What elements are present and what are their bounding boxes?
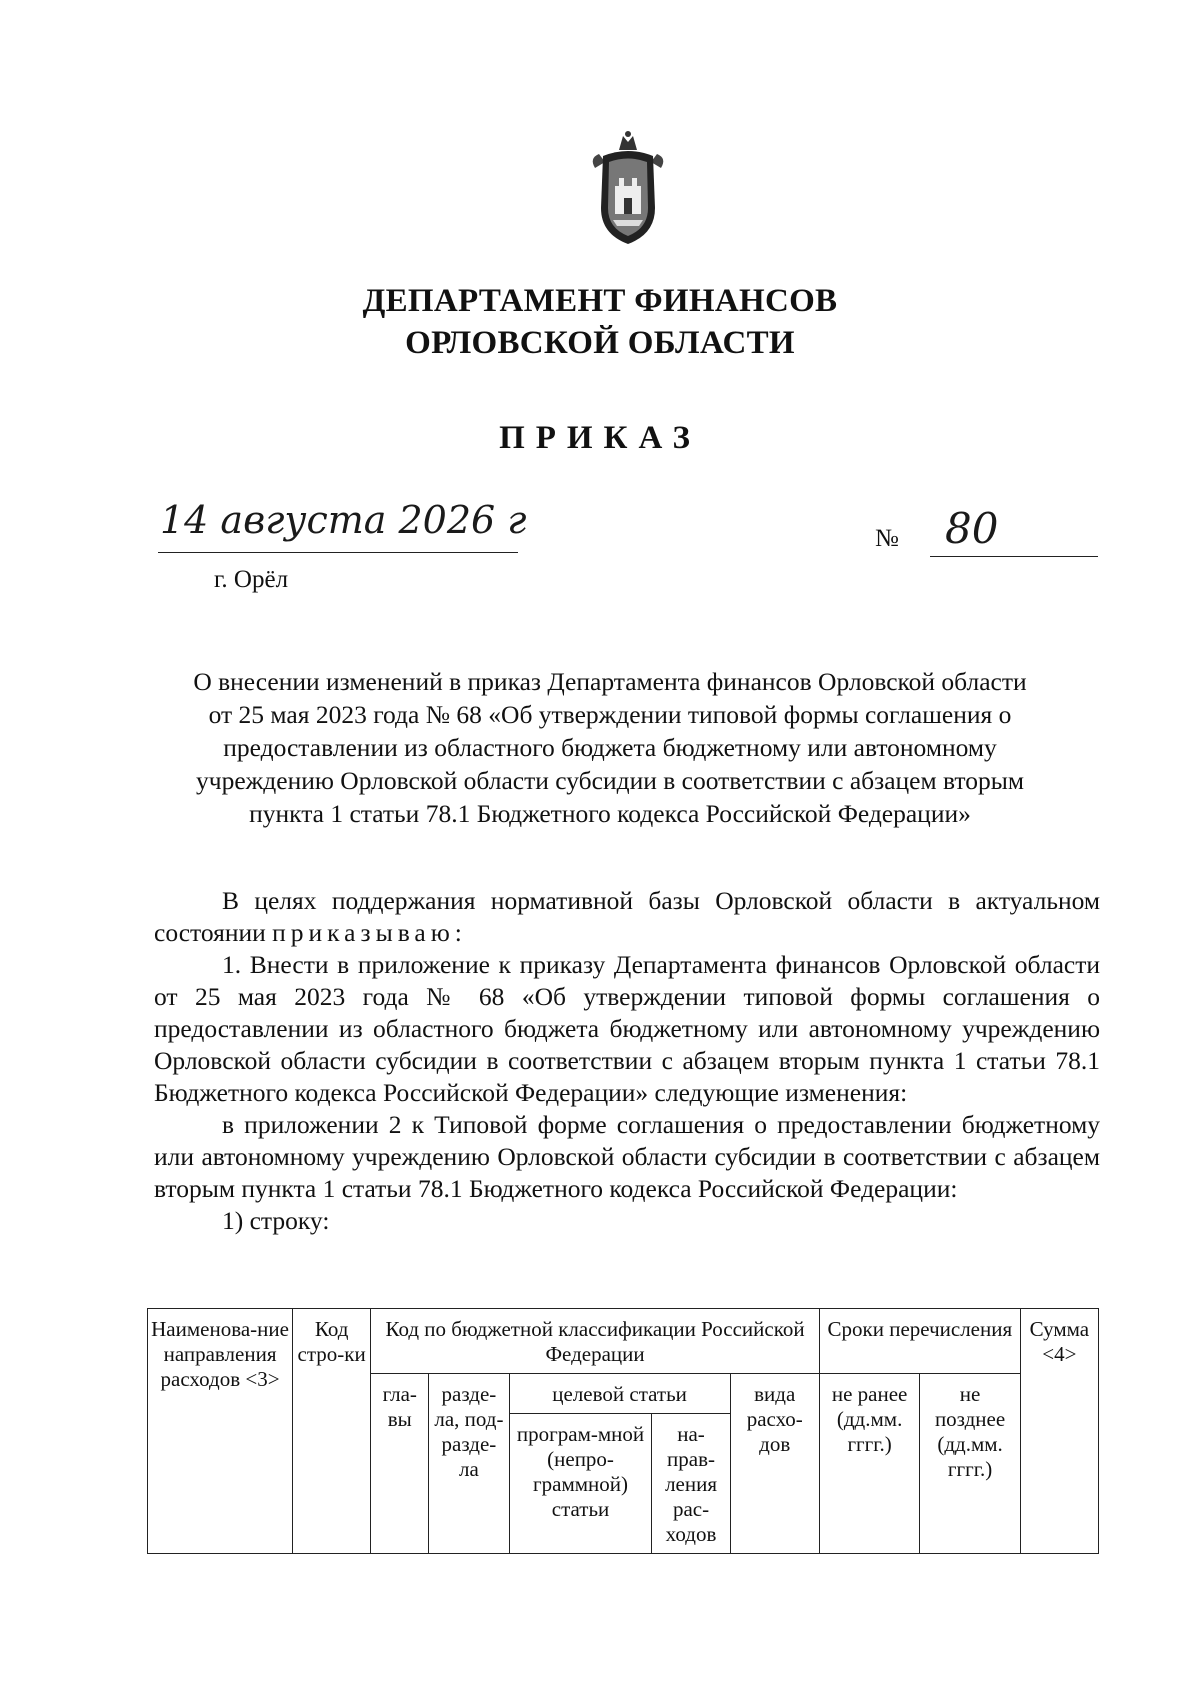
header-cell-type: вида расхо-дов (730, 1374, 819, 1554)
number-label: № (875, 525, 899, 552)
date-underline (158, 552, 518, 553)
header-cell-program: програм-мной (непро-граммной) статьи (509, 1414, 652, 1554)
header-cell-code: Код стро-ки (293, 1309, 371, 1554)
org-line-2: ОРЛОВСКОЙ ОБЛАСТИ (405, 325, 795, 361)
subject-line: О внесении изменений в приказ Департамента финансов Орловской области (193, 667, 1027, 696)
header-cell-direction: на-прав-ления рас-ходов (652, 1414, 730, 1554)
intro-text: В целях поддержания нормативной базы Орловской области в актуальном состоянии (154, 886, 1100, 947)
subject-line: от 25 мая 2023 года № 68 «Об утверждении типовой формы соглашения о (208, 700, 1012, 729)
item-1-paragraph: 1. Внести в приложение к приказу Департамента финансов Орловской области от 25 мая 2023 года № 68 «Об утверждении типовой формы соглашения о предоставлении из областного бюджета бюджетному или автономному учреждению Орловской области субсидии в соответствии с абзацем вторым пункта 1 статьи 78.1 Бюджетного кодекса Российской Федерации» следующие изменения: (154, 950, 1100, 1107)
document-body (154, 885, 1100, 1237)
document-subject (150, 665, 1070, 830)
handwritten-date: 14 августа 2026 г (160, 498, 527, 542)
header-cell-name: Наименова-ние направления расходов <3> (148, 1309, 293, 1554)
header-cell-chapter: гла-вы (371, 1374, 429, 1554)
document-type: ПРИКАЗ (499, 420, 701, 456)
header-cell-not-earlier: не ранее (дд.мм. гггг.) (819, 1374, 919, 1554)
subject-line: учреждению Орловской области субсидии в соответствии с абзацем вторым (196, 766, 1024, 795)
budget-table (147, 1308, 1099, 1554)
annex-paragraph: в приложении 2 к Типовой форме соглашения о предоставлении бюджетному или автономному учреждению Орловской области субсидии в соответствии с абзацем вторым пункта 1 статьи 78.1 Бюджетного кодекса Российской Федерации: (154, 1110, 1100, 1203)
number-underline (930, 556, 1098, 557)
order-word: приказываю: (272, 918, 467, 947)
intro-paragraph (154, 885, 1100, 949)
city: г. Орёл (214, 566, 289, 593)
organization-name (0, 280, 1200, 364)
subject-line: предоставлении из областного бюджета бюджетному или автономному (223, 733, 997, 762)
header-cell-terms: Сроки перечисления (819, 1309, 1020, 1374)
header-cell-not-later: не позднее (дд.мм. гггг.) (920, 1374, 1020, 1554)
table-header-row (148, 1309, 1099, 1374)
header-cell-target: целевой статьи (509, 1374, 730, 1414)
subitem-1-paragraph: 1) строку: (222, 1206, 330, 1235)
header-cell-sum: Сумма <4> (1020, 1309, 1098, 1554)
subject-line: пункта 1 статьи 78.1 Бюджетного кодекса Российской Федерации» (249, 799, 971, 828)
org-line-1: ДЕПАРТАМЕНТ ФИНАНСОВ (362, 283, 838, 319)
header-cell-section: разде-ла, под-разде-ла (429, 1374, 509, 1554)
handwritten-number: 80 (945, 504, 999, 553)
coat-of-arms-icon (585, 128, 671, 248)
header-cell-bcc: Код по бюджетной классификации Российской Федерации (371, 1309, 820, 1374)
